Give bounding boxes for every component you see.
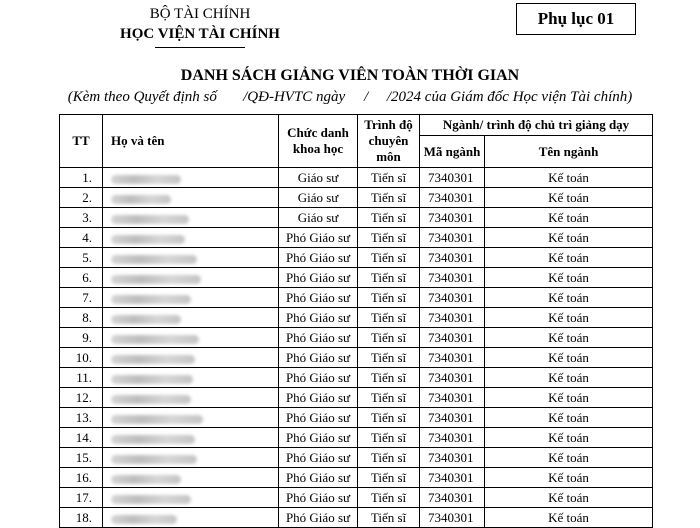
major-name: Kế toán: [485, 468, 653, 488]
major-name: Kế toán: [485, 408, 653, 428]
academic-title: Phó Giáo sư: [279, 268, 358, 288]
table-row: [60, 488, 653, 508]
degree: Tiến sĩ: [358, 508, 420, 528]
major-code: 7340301: [420, 508, 485, 528]
table-row: [60, 288, 653, 308]
academic-title: Phó Giáo sư: [279, 288, 358, 308]
redacted-name: [103, 248, 279, 268]
major-name: Kế toán: [485, 168, 653, 188]
major-code: 7340301: [420, 268, 485, 288]
major-name: Kế toán: [485, 308, 653, 328]
table-row: [60, 508, 653, 528]
major-code: 7340301: [420, 348, 485, 368]
redacted-name: [103, 488, 279, 508]
header-major: Tên ngành: [485, 136, 653, 168]
table-row: [60, 408, 653, 428]
degree: Tiến sĩ: [358, 268, 420, 288]
row-number: 16.: [60, 468, 103, 488]
row-number: 4.: [60, 228, 103, 248]
header-code: Mã ngành: [420, 136, 485, 168]
degree: Tiến sĩ: [358, 488, 420, 508]
degree: Tiến sĩ: [358, 428, 420, 448]
degree: Tiến sĩ: [358, 468, 420, 488]
major-name: Kế toán: [485, 368, 653, 388]
header-tt: TT: [60, 115, 103, 168]
degree: Tiến sĩ: [358, 328, 420, 348]
row-number: 18.: [60, 508, 103, 528]
major-code: 7340301: [420, 168, 485, 188]
academic-title: Phó Giáo sư: [279, 368, 358, 388]
degree: Tiến sĩ: [358, 168, 420, 188]
redacted-name: [103, 388, 279, 408]
degree: Tiến sĩ: [358, 368, 420, 388]
major-name: Kế toán: [485, 268, 653, 288]
row-number: 14.: [60, 428, 103, 448]
header-title: Chức danh khoa học: [279, 115, 358, 168]
major-code: 7340301: [420, 228, 485, 248]
appendix-box: Phụ lục 01: [516, 3, 636, 35]
table-row: [60, 328, 653, 348]
major-name: Kế toán: [485, 328, 653, 348]
degree: Tiến sĩ: [358, 348, 420, 368]
row-number: 13.: [60, 408, 103, 428]
row-number: 9.: [60, 328, 103, 348]
row-number: 2.: [60, 188, 103, 208]
major-name: Kế toán: [485, 188, 653, 208]
academic-title: Phó Giáo sư: [279, 348, 358, 368]
degree: Tiến sĩ: [358, 448, 420, 468]
redacted-name: [103, 168, 279, 188]
major-code: 7340301: [420, 428, 485, 448]
row-number: 17.: [60, 488, 103, 508]
table-row: [60, 388, 653, 408]
redacted-name: [103, 188, 279, 208]
organization-header: [112, 4, 288, 48]
degree: Tiến sĩ: [358, 288, 420, 308]
degree: Tiến sĩ: [358, 188, 420, 208]
redacted-name: [103, 208, 279, 228]
redacted-name: [103, 228, 279, 248]
table-row: [60, 248, 653, 268]
major-code: 7340301: [420, 368, 485, 388]
academic-title: Giáo sư: [279, 168, 358, 188]
academic-title: Phó Giáo sư: [279, 328, 358, 348]
document-subtitle: (Kèm theo Quyết định số /QĐ-HVTC ngày / /2024 của Giám đốc Học viện Tài chính): [67, 89, 633, 105]
academic-title: Phó Giáo sư: [279, 468, 358, 488]
table-row: [60, 228, 653, 248]
academic-title: Phó Giáo sư: [279, 508, 358, 528]
redacted-name: [103, 508, 279, 528]
redacted-name: [103, 408, 279, 428]
major-name: Kế toán: [485, 348, 653, 368]
major-code: 7340301: [420, 288, 485, 308]
document-title: DANH SÁCH GIẢNG VIÊN TOÀN THỜI GIAN: [180, 67, 520, 84]
major-code: 7340301: [420, 408, 485, 428]
degree: Tiến sĩ: [358, 388, 420, 408]
major-name: Kế toán: [485, 288, 653, 308]
redacted-name: [103, 268, 279, 288]
degree: Tiến sĩ: [358, 408, 420, 428]
academic-title: Giáo sư: [279, 188, 358, 208]
table-row: [60, 448, 653, 468]
academic-title: Phó Giáo sư: [279, 408, 358, 428]
redacted-name: [103, 428, 279, 448]
row-number: 1.: [60, 168, 103, 188]
row-number: 5.: [60, 248, 103, 268]
degree: Tiến sĩ: [358, 208, 420, 228]
redacted-name: [103, 288, 279, 308]
table-row: [60, 368, 653, 388]
redacted-name: [103, 348, 279, 368]
redacted-name: [103, 448, 279, 468]
row-number: 7.: [60, 288, 103, 308]
major-code: 7340301: [420, 448, 485, 468]
row-number: 6.: [60, 268, 103, 288]
major-name: Kế toán: [485, 488, 653, 508]
academy-name: HỌC VIỆN TÀI CHÍNH: [120, 26, 280, 42]
major-code: 7340301: [420, 328, 485, 348]
table-row: [60, 188, 653, 208]
academic-title: Phó Giáo sư: [279, 388, 358, 408]
major-code: 7340301: [420, 188, 485, 208]
redacted-name: [103, 328, 279, 348]
academic-title: Phó Giáo sư: [279, 488, 358, 508]
redacted-name: [103, 468, 279, 488]
major-name: Kế toán: [485, 208, 653, 228]
major-name: Kế toán: [485, 428, 653, 448]
academic-title: Phó Giáo sư: [279, 308, 358, 328]
major-name: Kế toán: [485, 388, 653, 408]
major-code: 7340301: [420, 208, 485, 228]
major-code: 7340301: [420, 388, 485, 408]
table-row: [60, 348, 653, 368]
row-number: 12.: [60, 388, 103, 408]
redacted-name: [103, 368, 279, 388]
row-number: 3.: [60, 208, 103, 228]
lecturer-table: [59, 114, 653, 528]
row-number: 10.: [60, 348, 103, 368]
major-code: 7340301: [420, 488, 485, 508]
academic-title: Phó Giáo sư: [279, 228, 358, 248]
academic-title: Giáo sư: [279, 208, 358, 228]
row-number: 15.: [60, 448, 103, 468]
major-code: 7340301: [420, 248, 485, 268]
major-name: Kế toán: [485, 248, 653, 268]
header-group: Ngành/ trình độ chủ trì giảng dạy: [420, 115, 653, 136]
table-row: [60, 308, 653, 328]
row-number: 8.: [60, 308, 103, 328]
major-name: Kế toán: [485, 508, 653, 528]
academic-title: Phó Giáo sư: [279, 428, 358, 448]
table-row: [60, 428, 653, 448]
major-code: 7340301: [420, 308, 485, 328]
academic-title: Phó Giáo sư: [279, 248, 358, 268]
major-name: Kế toán: [485, 448, 653, 468]
ministry-name: BỘ TÀI CHÍNH: [149, 6, 251, 22]
redacted-name: [103, 308, 279, 328]
major-code: 7340301: [420, 468, 485, 488]
header-underline: [155, 47, 245, 48]
header-name: Họ và tên: [103, 115, 279, 168]
table-row: [60, 168, 653, 188]
header-degree: Trình độ chuyên môn: [358, 115, 420, 168]
academic-title: Phó Giáo sư: [279, 448, 358, 468]
degree: Tiến sĩ: [358, 248, 420, 268]
table-row: [60, 268, 653, 288]
major-name: Kế toán: [485, 228, 653, 248]
degree: Tiến sĩ: [358, 228, 420, 248]
degree: Tiến sĩ: [358, 308, 420, 328]
row-number: 11.: [60, 368, 103, 388]
table-row: [60, 468, 653, 488]
table-row: [60, 208, 653, 228]
